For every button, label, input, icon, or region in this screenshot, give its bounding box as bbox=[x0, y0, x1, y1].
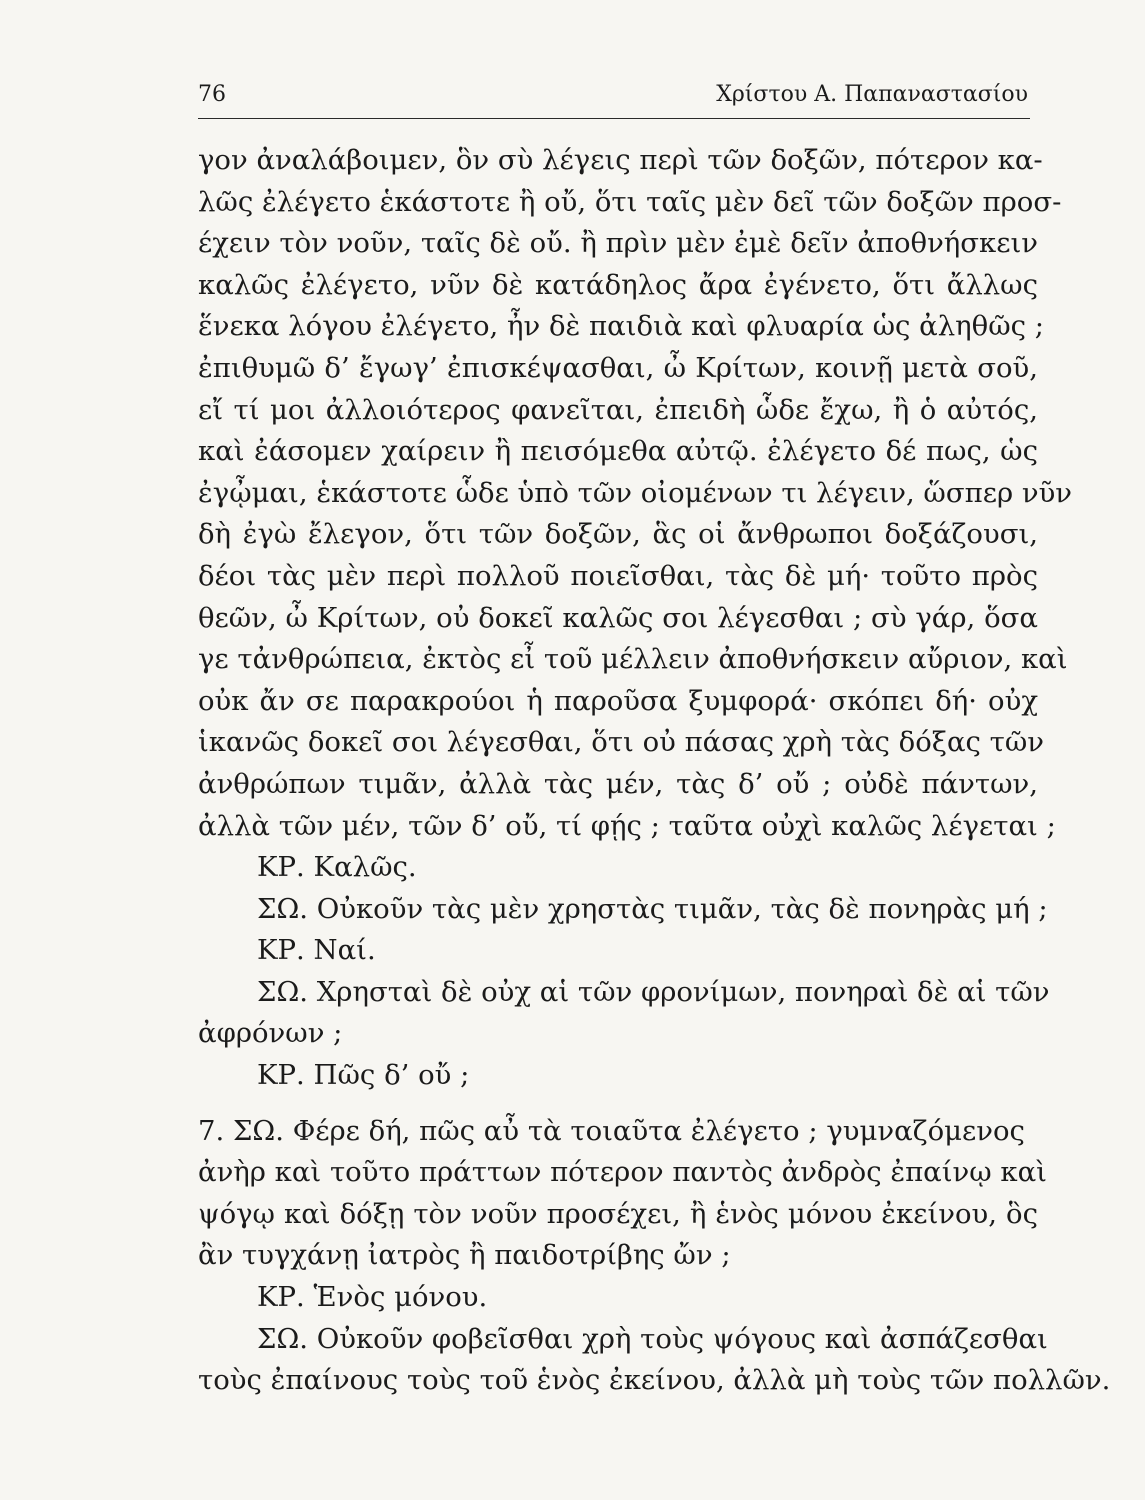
text-line: καὶ ἐάσομεν χαίρειν ἢ πεισόμεθα αὐτῷ. ἐλέγετο δέ πως, ὡς bbox=[198, 435, 1038, 468]
text-line: ἀνὴρ καὶ τοῦτο πράττων πότερον παντὸς ἀνδρὸς ἐπαίνῳ καὶ bbox=[198, 1156, 1047, 1189]
dialogue-line: ΚΡ. Ναί. bbox=[257, 934, 376, 967]
text-line: λῶς ἐλέγετο ἑκάστοτε ἢ οὔ, ὅτι ταῖς μὲν δεῖ τῶν δοξῶν προσ- bbox=[198, 185, 1062, 218]
dialogue-line: ΚΡ. Ἑνὸς μόνου. bbox=[257, 1281, 488, 1314]
text-line: ἀνθρώπων τιμᾶν, ἀλλὰ τὰς μέν, τὰς δ’ οὔ ; οὐδὲ πάντων, bbox=[198, 767, 1038, 800]
text-line: δέοι τὰς μὲν περὶ πολλοῦ ποιεῖσθαι, τὰς δὲ μή· τοῦτο πρὸς bbox=[198, 559, 1038, 592]
text-line: εἴ τί μοι ἀλλοιότερος φανεῖται, ἐπειδὴ ὧδε ἔχω, ἢ ὁ αὐτός, bbox=[198, 393, 1038, 426]
text-line: ἂν τυγχάνῃ ἰατρὸς ἢ παιδοτρίβης ὤν ; bbox=[198, 1239, 731, 1272]
text-line: γε τἀνθρώπεια, ἐκτὸς εἶ τοῦ μέλλειν ἀποθνήσκειν αὔριον, καὶ bbox=[198, 643, 1068, 676]
dialogue-line: ΣΩ. Χρησταὶ δὲ οὐχ αἱ τῶν φρονίμων, πονηραὶ δὲ αἱ τῶν bbox=[257, 975, 1050, 1008]
text-line: καλῶς ἐλέγετο, νῦν δὲ κατάδηλος ἄρα ἐγένετο, ὅτι ἄλλως bbox=[198, 268, 1038, 301]
text-line: έχειν τὸν νοῦν, ταῖς δὲ οὔ. ἢ πρὶν μὲν ἐμὲ δεῖν ἀποθνήσκειν bbox=[198, 227, 1038, 260]
dialogue-continuation: ἀφρόνων ; bbox=[198, 1017, 343, 1050]
body-text bbox=[198, 140, 1111, 1402]
text-line: ἐπιθυμῶ δ’ ἔγωγ’ ἐπισκέψασθαι, ὦ Κρίτων, κοινῇ μετὰ σοῦ, bbox=[198, 351, 1038, 384]
text-line: ἱκανῶς δοκεῖ σοι λέγεσθαι, ὅτι οὐ πάσας χρὴ τὰς δόξας τῶν bbox=[198, 726, 1045, 759]
section-7-heading-line: 7. ΣΩ. Φέρε δή, πῶς αὖ τὰ τοιαῦτα ἐλέγετο ; γυμναζόμενος bbox=[198, 1114, 1025, 1147]
text-line: δὴ ἐγὼ ἔλεγον, ὅτι τῶν δοξῶν, ἃς οἱ ἄνθρωποι δοξάζουσι, bbox=[198, 518, 1038, 551]
text-line: ἀλλὰ τῶν μέν, τῶν δ’ οὔ, τί φῄς ; ταῦτα οὐχὶ καλῶς λέγεται ; bbox=[198, 809, 1056, 842]
text-line: τοὺς ἐπαίνους τοὺς τοῦ ἑνὸς ἐκείνου, ἀλλὰ μὴ τοὺς τῶν πολλῶν. bbox=[198, 1364, 1111, 1397]
text-line: ἐγᾦμαι, ἑκάστοτε ὧδε ὑπὸ τῶν οἰομένων τι λέγειν, ὥσπερ νῦν bbox=[198, 476, 1073, 509]
text-line: οὐκ ἄν σε παρακρούοι ἡ παροῦσα ξυμφορά· σκόπει δή· οὐχ bbox=[198, 684, 1038, 717]
section-gap bbox=[198, 1097, 1038, 1111]
dialogue-line: ΣΩ. Οὐκοῦν φοβεῖσθαι χρὴ τοὺς ψόγους καὶ ἀσπάζεσθαι bbox=[257, 1322, 1048, 1355]
text-line: ἕνεκα λόγου ἐλέγετο, ἦν δὲ παιδιὰ καὶ φλυαρία ὡς ἀληθῶς ; bbox=[198, 310, 1045, 343]
running-head: Χρίστου Α. Παπαναστασίου bbox=[716, 82, 1028, 107]
header-rule bbox=[198, 118, 1030, 119]
text-line: θεῶν, ὦ Κρίτων, οὐ δοκεῖ καλῶς σοι λέγεσθαι ; σὺ γάρ, ὅσα bbox=[198, 601, 1038, 634]
page-number: 76 bbox=[198, 82, 226, 107]
dialogue-line: ΣΩ. Οὐκοῦν τὰς μὲν χρηστὰς τιμᾶν, τὰς δὲ πονηρὰς μή ; bbox=[257, 892, 1048, 925]
text-line: ψόγῳ καὶ δόξῃ τὸν νοῦν προσέχει, ἢ ἑνὸς μόνου ἐκείνου, ὃς bbox=[198, 1197, 1038, 1230]
text-line: γον ἀναλάβοιμεν, ὃν σὺ λέγεις περὶ τῶν δοξῶν, πότερον κα- bbox=[198, 144, 1043, 176]
page-header bbox=[198, 76, 1028, 112]
dialogue-line: ΚΡ. Πῶς δ’ οὔ ; bbox=[257, 1059, 470, 1092]
dialogue-line: ΚΡ. Καλῶς. bbox=[257, 851, 417, 884]
